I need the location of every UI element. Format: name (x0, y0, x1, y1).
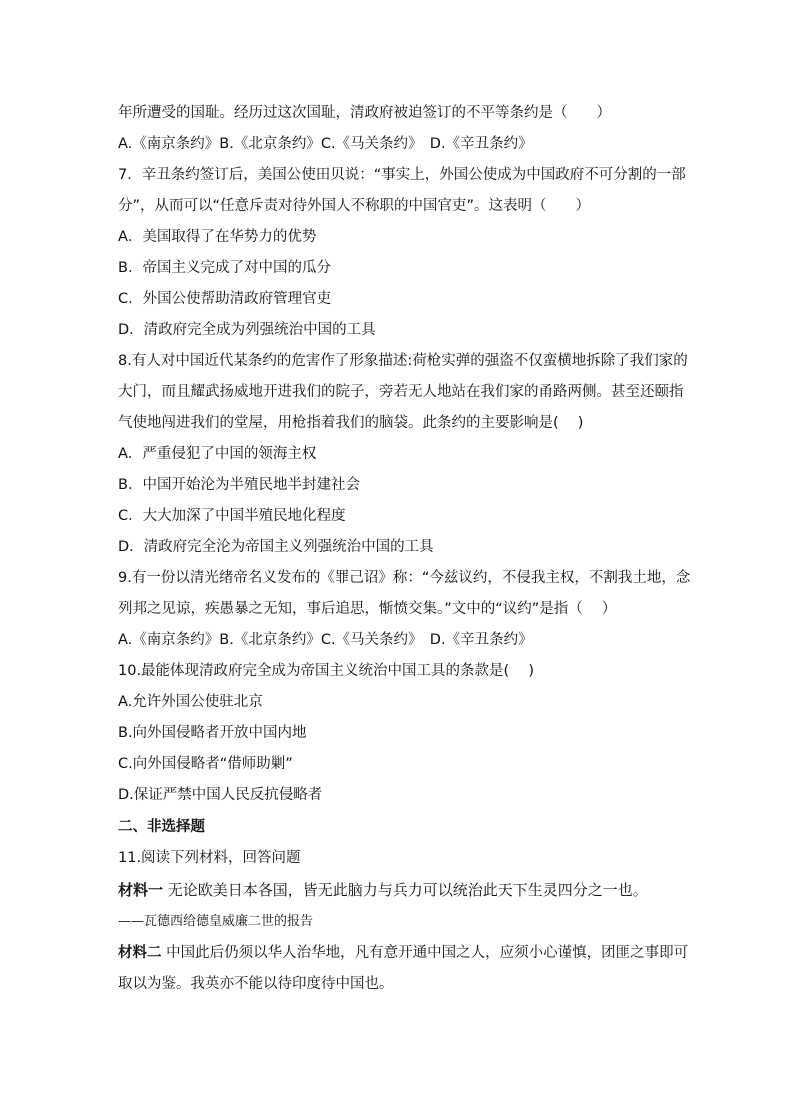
option-b: B．中国开始沦为半殖民地半封建社会 (118, 477, 360, 493)
option-a: A.允许外国公使驻北京 (118, 694, 263, 710)
option-d: D．清政府完全沦为帝国主义列强统治中国的工具 (118, 539, 434, 555)
option-d: D.保证严禁中国人民反抗侵略者 (118, 787, 323, 803)
material-2 (118, 943, 688, 963)
question-7: 7．辛丑条约签订后，美国公使田贝说：“事实上，外国公使成为中国政府不可分割的一部 (118, 167, 686, 183)
material-1-source: ——瓦德西给德皇威廉二世的报告 (118, 914, 314, 929)
text-line: 大门，而且耀武扬威地开进我们的院子，旁若无人地站在我们家的甬路两侧。甚至还颐指 (118, 384, 684, 400)
text-line: 分”，从而可以“任意斥责对待外国人不称职的中国官吏”。这表明（ ） (118, 198, 591, 214)
option-c: C．外国公使帮助清政府管理官吏 (118, 291, 332, 307)
option-line: A.《南京条约》B.《北京条约》C.《马关条约》 D.《辛丑条约》 (118, 632, 533, 648)
option-a: A．严重侵犯了中国的领海主权 (118, 446, 317, 462)
option-b: B.向外国侵略者开放中国内地 (118, 725, 307, 741)
material-2-text: 中国此后仍须以华人治华地，凡有意开通中国之人，应须小心谨慎，团匪之事即可 (166, 945, 689, 961)
option-c: C．大大加深了中国半殖民地化程度 (118, 508, 346, 524)
option-line: A.《南京条约》B.《北京条约》C.《马关条约》 D.《辛丑条约》 (118, 136, 533, 152)
material-2-label: 材料二 (118, 945, 162, 961)
text-line: 列邦之见谅，疾愚暴之无知，事后追思，惭愤交集。”文中的“议约”是指（ ） (118, 601, 617, 617)
option-b: B．帝国主义完成了对中国的瓜分 (118, 260, 331, 276)
option-c: C.向外国侵略者“借师助剿” (118, 756, 293, 772)
option-d: D．清政府完全成为列强统治中国的工具 (118, 322, 376, 338)
text-line: 气使地闯进我们的堂屋，用枪指着我们的脑袋。此条约的主要影响是( ) (118, 415, 584, 431)
question-11: 11.阅读下列材料，回答问题 (118, 850, 301, 866)
question-9: 9.有一份以清光绪帝名义发布的《罪己诏》称：“今兹议约，不侵我主权，不割我土地，念 (118, 570, 691, 586)
option-a: A．美国取得了在华势力的优势 (118, 229, 317, 245)
text-line: 年所遭受的国耻。经历过这次国耻，清政府被迫签订的不平等条约是（ ） (118, 105, 611, 121)
material-1-label: 材料一 (118, 881, 164, 899)
section-heading: 二、非选择题 (118, 819, 205, 835)
question-10: 10.最能体现清政府完全成为帝国主义统治中国工具的条款是( ) (118, 663, 534, 679)
material-2-text-cont: 取以为鉴。我英亦不能以待印度待中国也。 (118, 976, 394, 992)
material-1-text: 无论欧美日本各国，皆无此脑力与兵力可以统治此天下生灵四分之一也。 (167, 881, 648, 899)
material-1 (118, 880, 648, 900)
question-8: 8.有人对中国近代某条约的危害作了形象描述:荷枪实弹的强盗不仅蛮横地拆除了我们家的 (118, 353, 688, 369)
